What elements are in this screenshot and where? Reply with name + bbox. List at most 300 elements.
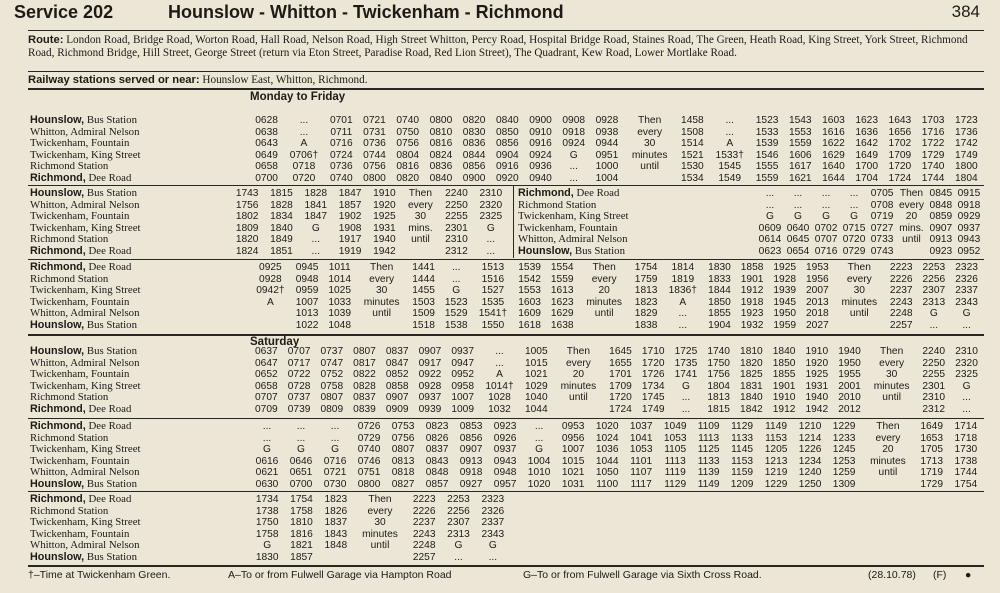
departure-time: 0857 — [425, 478, 449, 490]
departure-time: 0937 — [418, 392, 442, 404]
departure-time: A — [300, 138, 308, 150]
stop-town: Richmond, — [518, 187, 574, 199]
departure-time: 0810 — [429, 126, 453, 138]
departure-time: 1642 — [855, 138, 879, 150]
timetable-row — [28, 369, 983, 381]
stop-town: Hounslow, — [518, 244, 573, 257]
departure-time: 1523 — [444, 296, 468, 308]
weekday-heading: Monday to Friday — [250, 91, 346, 103]
mf-table-inbound-morning — [516, 188, 983, 258]
departure-time: A — [266, 296, 274, 308]
departure-time: 1725 — [674, 346, 698, 357]
departure-time: 1629 — [550, 308, 574, 320]
column-divider — [513, 186, 514, 258]
departure-time: 2312 — [445, 245, 468, 257]
departure-time: G — [311, 222, 320, 234]
departure-time: 2226 — [412, 505, 436, 517]
departure-time: ... — [793, 188, 803, 199]
departure-time: 1549 — [718, 172, 742, 184]
departure-time: 1750 — [255, 517, 279, 529]
sat-table-inbound-evening — [28, 494, 510, 564]
stop-point: Station — [563, 198, 597, 211]
stop-town: Richmond — [30, 160, 75, 173]
departure-time — [866, 404, 917, 416]
departure-time: 2310 — [445, 234, 468, 246]
stop-point: Station — [75, 431, 109, 444]
departure-time: 0609 — [758, 222, 782, 234]
departure-time: 0909 — [385, 403, 409, 415]
departure-time: 1623 — [855, 115, 879, 126]
departure-time: 1020 — [527, 478, 551, 490]
departure-time: 0702 — [814, 222, 838, 234]
departure-time: 1523 — [755, 115, 779, 126]
departure-time: ... — [330, 421, 340, 432]
departure-time: 1741 — [674, 369, 698, 381]
route-label: Route: — [28, 34, 64, 46]
departure-time: 1028 — [488, 392, 511, 404]
departure-time: 1738 — [954, 455, 978, 467]
stop-point: Station — [75, 504, 109, 517]
departure-time: 1945 — [773, 296, 797, 308]
departure-time: 1804 — [955, 172, 978, 184]
departure-time: 0729 — [357, 432, 381, 444]
departure-time: 2301 — [922, 380, 946, 392]
mf-table-inbound-day — [28, 262, 983, 332]
departure-time: 2255 — [922, 369, 946, 381]
departure-time: 2010 — [838, 392, 861, 404]
departure-time: 1713 — [920, 455, 944, 467]
departure-time: 0856 — [459, 432, 483, 444]
departure-time: 2248 — [889, 308, 913, 320]
note-g: G–To or from Fulwell Garage via Sixth Cross Road. — [523, 569, 762, 581]
stop-name — [28, 404, 250, 416]
departure-time: 0721 — [363, 115, 386, 126]
departure-time: ... — [725, 126, 734, 138]
stop-town: Richmond, — [30, 261, 86, 273]
departure-time: 1848 — [324, 540, 348, 552]
departure-time: 1539 — [755, 138, 779, 150]
departure-time: 0716 — [329, 138, 353, 150]
departure-time: 0816 — [429, 138, 453, 150]
timetable-row — [28, 421, 983, 433]
departure-time: 2250 — [445, 199, 468, 211]
departure-time: 0736 — [329, 161, 353, 173]
departure-time: 1653 — [920, 432, 944, 444]
departure-time: 1720 — [641, 357, 665, 369]
departure-time: 0736 — [363, 138, 386, 150]
departure-time: 0947 — [451, 357, 474, 369]
stop-point: Fountain — [88, 210, 130, 223]
departure-time: 0813 — [391, 455, 415, 467]
departure-time: 1521 — [681, 149, 704, 161]
departure-time: G — [297, 444, 305, 456]
departure-time: A — [679, 296, 687, 308]
departure-time: minutes — [870, 455, 906, 467]
stop-point: Admiral Nelson — [68, 198, 140, 211]
departure-time: 1113 — [698, 432, 720, 444]
departure-time: 2237 — [412, 517, 436, 529]
stop-point: Admiral Nelson — [68, 307, 140, 320]
departure-time: A — [496, 369, 503, 381]
departure-time: 1901 — [772, 380, 796, 392]
departure-time: 1050 — [595, 467, 619, 479]
departure-time: 1756 — [235, 199, 259, 211]
departure-time: 2243 — [412, 528, 436, 540]
departure-time: 1901 — [740, 273, 764, 285]
departure-time: 0937 — [451, 346, 474, 357]
departure-time: 1738 — [255, 505, 279, 517]
departure-time: 1749 — [641, 403, 665, 415]
stop-town: Whitton, — [30, 125, 69, 138]
departure-time: 1850 — [708, 296, 731, 308]
departure-time: 1229 — [832, 421, 856, 432]
departure-time: 1129 — [731, 421, 754, 432]
departure-time: 0824 — [429, 149, 453, 161]
stop-name — [28, 246, 230, 258]
departure-time: 1213 — [764, 455, 788, 467]
departure-time: 1541† — [478, 308, 508, 320]
departure-time: 1253 — [832, 455, 856, 467]
departure-time: G — [962, 380, 971, 392]
departure-time: 1829 — [634, 308, 658, 320]
departure-time: 2013 — [805, 296, 829, 308]
departure-time: 2337 — [481, 517, 505, 529]
departure-time: 1606 — [788, 149, 812, 161]
block-rule — [28, 259, 984, 260]
departure-time: 1701 — [609, 369, 632, 381]
departure-time: 0718 — [292, 161, 316, 173]
departure-time: Then — [566, 346, 591, 357]
departure-time: 1007 — [561, 444, 585, 456]
departure-time: 2301 — [445, 222, 468, 234]
departure-time: 1742 — [955, 138, 978, 150]
departure-time: 1049 — [663, 421, 687, 432]
departure-time: 1704 — [855, 172, 879, 184]
departure-time: 0706† — [289, 149, 319, 161]
departure-time: 1902 — [338, 211, 362, 223]
departure-time: 2323 — [955, 262, 978, 273]
departure-time: 0700 — [289, 478, 313, 490]
departure-time: 1814 — [671, 262, 695, 273]
departure-time: 1917 — [338, 234, 362, 246]
note-a: A–To or from Fulwell Garage via Hampton Road — [228, 569, 452, 581]
departure-time: 1847 — [304, 211, 328, 223]
departure-time: 30 — [643, 138, 656, 150]
railway-label: Railway stations served or near: — [28, 74, 200, 86]
departure-time: 2310 — [479, 188, 503, 199]
stop-town: Richmond — [30, 504, 75, 517]
departure-time: ... — [793, 199, 803, 211]
departure-time: 0823 — [425, 421, 449, 432]
stop-point: Bus Station — [84, 550, 137, 563]
departure-time: 0900 — [462, 172, 486, 184]
departure-time: 2256 — [922, 273, 946, 285]
departure-time: 1942 — [373, 245, 396, 257]
departure-time: 1041 — [629, 432, 653, 444]
header-rule — [28, 30, 984, 31]
departure-time: 1233 — [832, 432, 856, 444]
stop-town: Richmond — [518, 198, 563, 211]
departure-time: G — [486, 222, 495, 234]
departure-time: 2310 — [922, 392, 946, 404]
departure-time: 2325 — [479, 211, 503, 223]
departure-time: 0638 — [255, 126, 278, 138]
departure-time: 1000 — [595, 161, 619, 173]
departure-time: 0756 — [363, 161, 386, 173]
departure-time: 0951 — [595, 149, 619, 161]
departure-time: G — [681, 380, 690, 392]
departure-time: Then — [847, 262, 871, 273]
departure-time: 1743 — [235, 188, 259, 199]
departure-time: 1530 — [681, 161, 704, 173]
section-rule — [28, 88, 984, 90]
departure-time: 0740 — [329, 172, 353, 184]
departure-time: 0837 — [425, 444, 449, 456]
departure-time: 0743 — [870, 245, 894, 257]
departure-time — [319, 552, 353, 564]
departure-time: G — [535, 444, 544, 456]
departure-time: 1950 — [838, 357, 861, 369]
departure-time: 1503 — [412, 296, 435, 308]
departure-time: ... — [678, 308, 688, 320]
departure-time: 1709 — [609, 380, 632, 392]
block-rule — [28, 185, 984, 186]
departure-time: ... — [311, 234, 321, 246]
departure-time: 1802 — [235, 211, 259, 223]
departure-time: 0621 — [255, 467, 279, 479]
departure-time: mins. — [899, 222, 924, 234]
route-streets: London Road, Bridge Road, Worton Road, Hall Road, Nelson Road, High Street Whitton, Percy Road, Hospital Bridge Road, Staines Road, The Green, Heath Road, King Street, York Street, Richmond Road, Richmond Bridge, Hill Street, George Street (return via Eton Street, Paradise Road, Red Lion Street), The Quadrant, Kew Road, Lower Mortlake Road. — [28, 34, 968, 59]
departure-time: 1509 — [412, 308, 435, 320]
departure-time: 1129 — [664, 478, 687, 490]
departure-time: 1850 — [772, 357, 796, 369]
departure-time: 1513 — [481, 262, 505, 273]
departure-time: 0649 — [255, 149, 278, 161]
departure-time: 1603 — [518, 296, 541, 308]
stop-town: Twickenham, — [30, 379, 89, 392]
departure-time: 1455 — [412, 285, 435, 297]
departure-time: 0727 — [870, 222, 894, 234]
timetable-row — [28, 115, 983, 127]
departure-time: 1855 — [772, 369, 796, 381]
stop-point: Bus Station — [572, 244, 625, 257]
departure-time: ... — [569, 161, 578, 173]
departure-time: 1849 — [270, 234, 293, 246]
timetable-row — [28, 308, 983, 320]
departure-time: 1559 — [550, 273, 574, 285]
stop-town: Richmond — [30, 233, 75, 246]
edition-date: (28.10.78) — [868, 569, 916, 581]
departure-time: 0920 — [495, 172, 519, 184]
departure-time: 0744 — [363, 149, 386, 161]
departure-time: 1722 — [921, 138, 945, 150]
departure-time: Then — [592, 262, 616, 273]
departure-time: 1259 — [832, 467, 856, 479]
departure-time: 1139 — [697, 467, 720, 479]
departure-time: 0707 — [255, 392, 278, 404]
timetable-row — [28, 274, 983, 286]
departure-time: 1535 — [481, 296, 505, 308]
departure-time: 0658 — [255, 161, 278, 173]
departure-time: 0937 — [493, 444, 517, 456]
departure-time: 1910 — [772, 392, 796, 404]
departure-time: 1040 — [524, 392, 548, 404]
departure-time: ... — [821, 199, 831, 211]
departure-time: ... — [330, 432, 340, 444]
stop-point: Dee Road — [85, 261, 132, 273]
departure-time: 1153 — [731, 455, 754, 467]
departure-time: 0651 — [289, 467, 313, 479]
departure-time: 0753 — [391, 421, 415, 432]
edition-code: (F) — [933, 569, 947, 581]
departure-time — [896, 246, 927, 258]
stop-town: Richmond, — [30, 493, 86, 505]
departure-time: 1931 — [373, 222, 396, 234]
departure-time: minutes — [586, 296, 622, 308]
stop-town: Richmond, — [30, 171, 86, 184]
departure-time: 1210 — [798, 421, 822, 432]
departure-time: 1645 — [609, 346, 632, 357]
departure-time: 20 — [882, 444, 894, 456]
stop-point: Dee Road — [85, 402, 132, 415]
departure-time: 0716 — [814, 245, 838, 257]
departure-time: 0809 — [320, 403, 344, 415]
departure-time: 2323 — [481, 494, 505, 505]
departure-time: 1809 — [235, 222, 259, 234]
departure-time: G — [766, 211, 774, 223]
departure-time: 1105 — [664, 444, 687, 456]
departure-time — [250, 308, 291, 320]
departure-time: 0856 — [462, 161, 486, 173]
departure-time: 0630 — [255, 478, 279, 490]
departure-time: 2001 — [838, 380, 861, 392]
departure-time: 0758 — [320, 380, 344, 392]
departure-time: 2250 — [922, 357, 946, 369]
departure-time: Then — [880, 346, 904, 357]
departure-time: 1145 — [731, 444, 754, 456]
departure-time: 0952 — [957, 245, 981, 257]
departure-time: Then — [638, 115, 662, 126]
departure-time: 30 — [374, 517, 386, 529]
departure-time: 1815 — [707, 403, 730, 415]
departure-time: 0918 — [957, 199, 981, 211]
route-rule — [28, 71, 984, 72]
departure-time: 1724 — [888, 172, 912, 184]
departure-time: A — [726, 138, 734, 150]
departure-time: every — [367, 505, 393, 517]
departure-time: ... — [454, 551, 463, 563]
departure-time: 1514 — [681, 138, 704, 150]
departure-time: 1723 — [955, 115, 978, 126]
departure-time: ... — [569, 172, 578, 184]
departure-time: 1724 — [609, 403, 632, 415]
departure-time: ... — [299, 115, 309, 126]
departure-time: 1720 — [888, 161, 912, 173]
departure-time: 2237 — [889, 285, 913, 297]
departure-time: 0640 — [786, 222, 810, 234]
departure-time: 0938 — [595, 126, 619, 138]
departure-time: 0729 — [842, 245, 866, 257]
departure-time: 1009 — [451, 403, 474, 415]
departure-time: 1542 — [518, 273, 541, 285]
departure-time: 1828 — [270, 199, 293, 211]
departure-time: 2018 — [805, 308, 829, 320]
departure-time: 1920 — [373, 199, 396, 211]
departure-time: 2240 — [445, 188, 468, 199]
departure-time: 1101 — [630, 455, 653, 467]
departure-time: ... — [821, 188, 831, 199]
departure-time: 1904 — [708, 319, 731, 331]
departure-time: every — [899, 199, 924, 211]
departure-time: 0840 — [429, 172, 453, 184]
timetable-row — [28, 127, 983, 139]
departure-time: 0836 — [462, 138, 486, 150]
departure-time: 1613 — [550, 285, 574, 297]
departure-time: mins. — [408, 222, 433, 234]
departure-time: 1931 — [805, 380, 829, 392]
departure-time — [356, 320, 407, 332]
stop-point: Bus Station — [84, 318, 137, 331]
departure-time: 1538 — [444, 319, 468, 331]
departure-time: 0856 — [495, 138, 519, 150]
departure-time: 1910 — [373, 188, 396, 199]
departure-time: 1810 — [740, 346, 763, 357]
departure-time: 2255 — [445, 211, 468, 223]
departure-time: minutes — [841, 296, 878, 308]
stop-point: Admiral Nelson — [68, 356, 140, 369]
departure-time: 0820 — [462, 115, 486, 126]
departure-time: 0756 — [396, 138, 420, 150]
stop-town: Twickenham, — [30, 368, 89, 381]
timetable-row — [28, 173, 983, 185]
stop-town: Hounslow, — [30, 114, 85, 126]
departure-time: 1942 — [805, 403, 829, 415]
stop-town: Hounslow, — [30, 187, 85, 199]
departure-time: 1800 — [955, 161, 978, 173]
departure-time: 2310 — [955, 346, 978, 357]
edition-mark: ● — [965, 569, 972, 581]
sat-table-outbound — [28, 346, 983, 416]
stop-point: Dee Road — [85, 493, 132, 505]
departure-time: G — [822, 211, 830, 223]
departure-time: 1036 — [595, 444, 619, 456]
timetable-row — [28, 467, 983, 479]
departure-time: 0751 — [357, 467, 381, 479]
departure-time: 0652 — [255, 369, 278, 381]
departure-time: 1842 — [740, 403, 763, 415]
departure-time: ... — [849, 199, 859, 211]
departure-time: 1754 — [634, 262, 658, 273]
departure-time: every — [879, 357, 905, 369]
departure-time: minutes — [873, 380, 910, 392]
departure-time: 1015 — [561, 455, 585, 467]
departure-time: 1527 — [481, 285, 505, 297]
departure-time: 1245 — [832, 444, 856, 456]
departure-time: 0957 — [493, 478, 517, 490]
departure-time: 0828 — [353, 380, 376, 392]
departure-time: 1638 — [550, 319, 574, 331]
stop-town: Whitton, — [30, 307, 69, 320]
departure-time: 1756 — [707, 369, 730, 381]
departure-time: 1726 — [641, 369, 665, 381]
departure-time: 2343 — [481, 528, 505, 540]
departure-time: 1229 — [764, 478, 788, 490]
departure-time: 1740 — [707, 346, 730, 357]
departure-time: 0927 — [459, 478, 483, 490]
departure-time: 0740 — [396, 115, 420, 126]
timetable-row — [28, 297, 983, 309]
departure-time: 1821 — [290, 540, 313, 552]
